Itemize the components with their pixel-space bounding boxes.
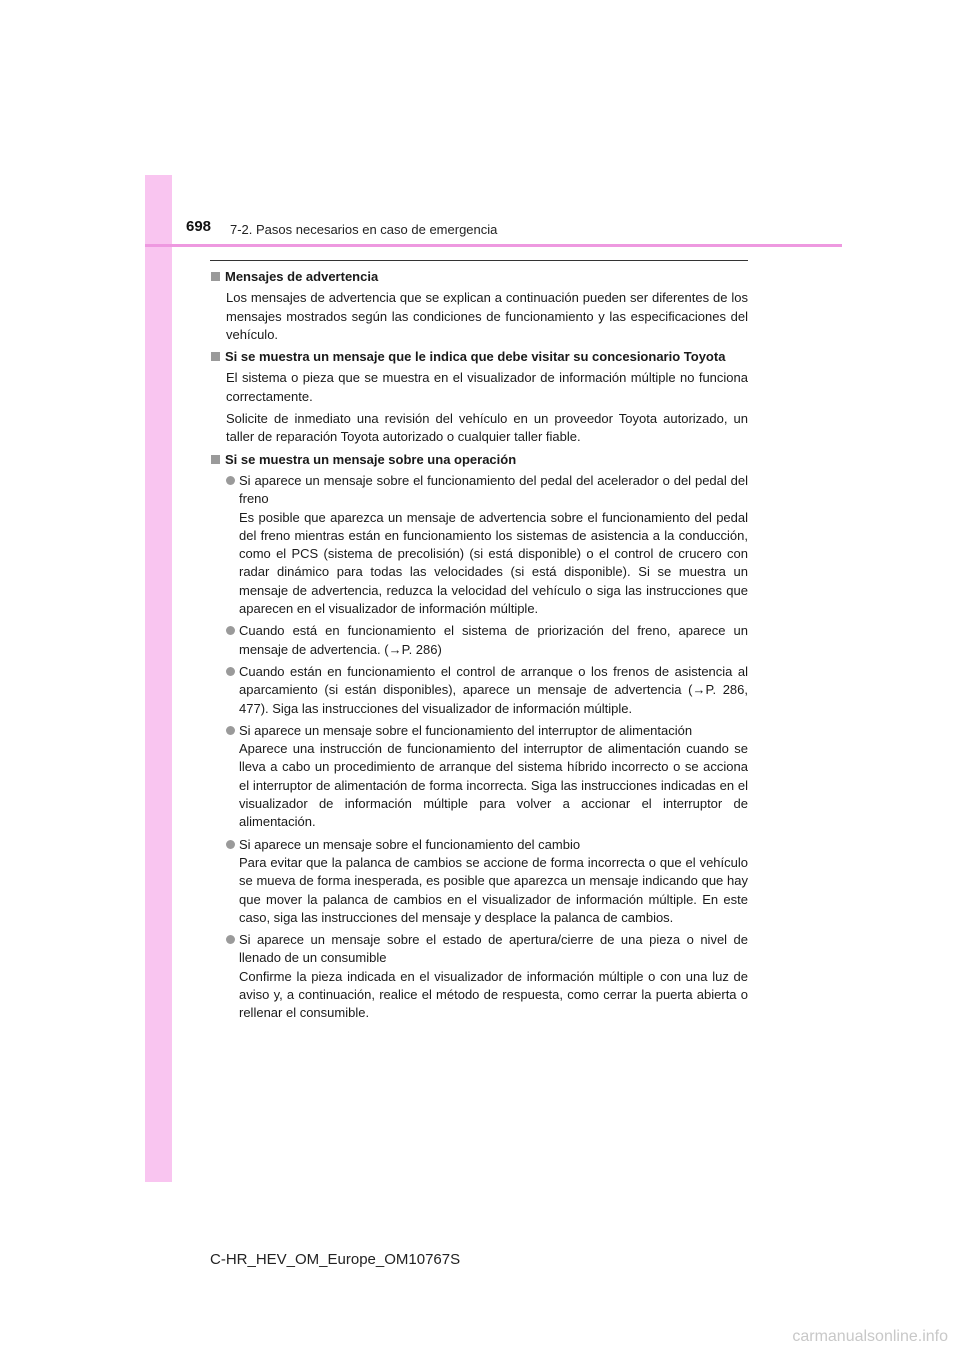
circle-bullet-icon [226, 840, 235, 849]
section-heading: Mensajes de advertencia [210, 268, 748, 286]
square-bullet-icon [211, 272, 220, 281]
side-tab-band [145, 175, 172, 1182]
circle-bullet-icon [226, 476, 235, 485]
circle-bullet-icon [226, 935, 235, 944]
bullet-title: Si aparece un mensaje sobre el funcionamiento del interruptor de alimentación [239, 722, 693, 738]
section-heading: Si se muestra un mensaje sobre una operación [210, 451, 748, 469]
list-item [210, 622, 748, 659]
list-item [210, 836, 748, 927]
paragraph: Solicite de inmediato una revisión del vehículo en un proveedor Toyota autorizado, un taller de reparación Toyota autorizado o cualquier taller fiable. [226, 411, 748, 445]
list-item [210, 663, 748, 718]
bullet-title: Si aparece un mensaje sobre el funcionamiento del cambio [239, 836, 581, 852]
bullet-text: Aparece una instrucción de funcionamiento del interruptor de alimentación cuando se lleva a cabo un procedimiento de arranque del sistema híbrido incorrecto o se acciona el interruptor de alimentación de forma incorrecta. Siga las instrucciones indicadas en el visualizador de información múltiple para volver a accionar el interruptor de alimentación. [239, 741, 748, 830]
circle-bullet-icon [226, 667, 235, 676]
bullet-title: Si aparece un mensaje sobre el funcionamiento del pedal del acelerador o del pedal del freno [239, 472, 748, 507]
bullet-title: Si aparece un mensaje sobre el estado de apertura/cierre de una pieza o nivel de llenado de un consumible [239, 932, 748, 966]
square-bullet-icon [211, 352, 220, 361]
page-number: 698 [186, 218, 212, 235]
content-body [210, 268, 748, 1027]
bullet-text: Cuando está en funcionamiento el sistema de priorización del freno, aparece un mensaje de advertencia. (→P. 286) [239, 623, 748, 657]
bullet-text: Es posible que aparezca un mensaje de advertencia sobre el funcionamiento del pedal del freno mientras están en funcionamiento los sistemas de asistencia a la conducción, como el PCS (sistema de precolisión) (si está disponible) o el control de crucero con radar dinámico para todas las velocidades (si está disponible). Si se muestra un mensaje de advertencia, reduzca la velocidad del vehículo o siga las instrucciones que aparecen en el visualizador de información múltiple. [239, 509, 748, 617]
paragraph: Los mensajes de advertencia que se explican a continuación pueden ser diferentes de los mensajes mostrados según las condiciones de funcionamiento y las especificaciones del vehículo. [226, 290, 748, 342]
paragraph: El sistema o pieza que se muestra en el visualizador de información múltiple no funciona correctamente. [226, 370, 748, 404]
header-divider [145, 244, 842, 247]
bullet-text: Confirme la pieza indicada en el visualizador de información múltiple o con una luz de aviso y, a continuación, realice el método de respuesta, como cerrar la puerta abierta o rellenar el consumible. [239, 968, 748, 1021]
document-code: C-HR_HEV_OM_Europe_OM10767S [210, 1251, 461, 1268]
bullet-text: Para evitar que la palanca de cambios se accione de forma incorrecta o que el vehículo se mueva de forma inesperada, es posible que aparezca un mensaje indicando que hay que mover la palanca de cambios en el visualizador de información múltiple. En este caso, siga las instrucciones del mensaje y desplace la palanca de cambios. [239, 854, 748, 925]
list-item [210, 931, 748, 1022]
section-title: 7-2. Pasos necesarios en caso de emergencia [230, 222, 498, 237]
list-item [210, 472, 748, 618]
square-bullet-icon [211, 455, 220, 464]
watermark: carmanualsonline.info [792, 1328, 948, 1345]
section-heading: Si se muestra un mensaje que le indica que debe visitar su concesionario Toyota [210, 348, 748, 366]
content-top-rule [210, 260, 748, 261]
circle-bullet-icon [226, 626, 235, 635]
bullet-text: Cuando están en funcionamiento el control de arranque o los frenos de asistencia al aparcamiento (si están disponibles), aparece un mensaje de advertencia (→P. 286, 477). Siga las instrucciones del visualizador de información múltiple. [239, 663, 748, 716]
circle-bullet-icon [226, 726, 235, 735]
list-item [210, 722, 748, 832]
